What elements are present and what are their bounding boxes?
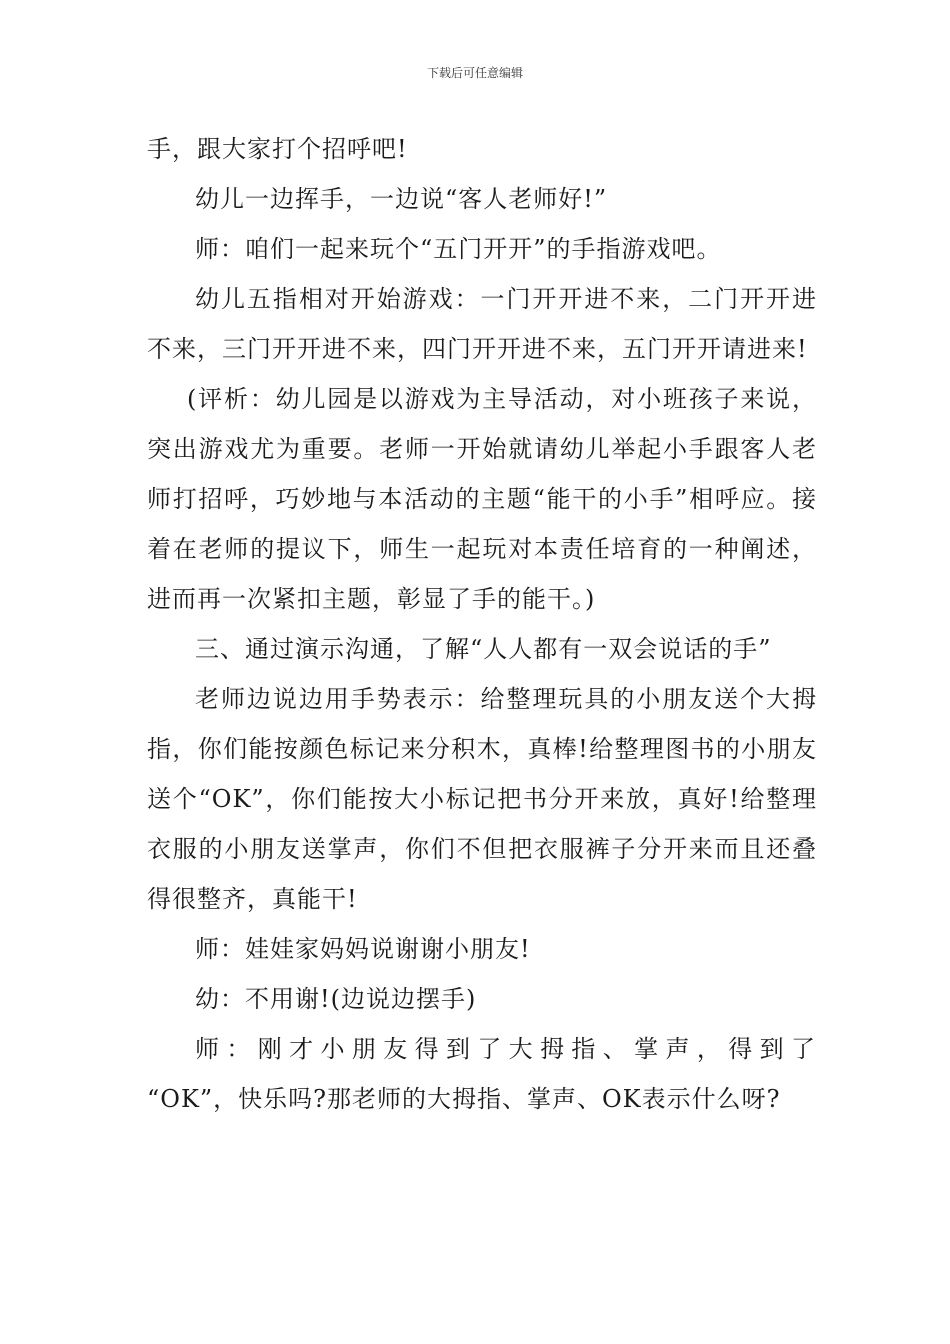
paragraph-teacher-question-line2: “OK”，快乐吗?那老师的大拇指、掌声、OK表示什么呀? [147,1085,781,1113]
paragraph-commentary: (评析：幼儿园是以游戏为主导活动，对小班孩子来说，突出游戏尤为重要。老师一开始就请幼儿举起小手跟客人老师打招呼，巧妙地与本活动的主题“能干的小手”相呼应。接着在老师的提议下，师生一起玩对本责任培育的一种阐述，进而再一次紧扣主题，彰显了手的能干。) [147,385,817,613]
paragraph-teacher-game: 师：咱们一起来玩个“五门开开”的手指游戏吧。 [195,235,722,263]
document-body [147,124,817,1124]
paragraph-teacher-question-line1: 师：刚才小朋友得到了大拇指、掌声，得到了 [195,1035,817,1063]
section-heading-three: 三、通过演示沟通，了解“人人都有一双会说话的手” [195,635,772,663]
paragraph-teacher-gestures: 老师边说边用手势表示：给整理玩具的小朋友送个大拇指，你们能按颜色标记来分积木，真棒!给整理图书的小朋友送个“OK”，你们能按大小标记把书分开来放，真好!给整理衣服的小朋友送掌声，你们不但把衣服裤子分开来而且还叠得很整齐，真能干! [147,685,817,913]
page-header: 下载后可任意编辑 [426,66,523,80]
paragraph-teacher-thanks: 师：娃娃家妈妈说谢谢小朋友! [195,935,531,963]
paragraph-children-wave: 幼儿一边挥手，一边说“客人老师好!” [195,185,608,213]
paragraph-greeting-continuation: 手，跟大家打个招呼吧! [147,135,408,163]
paragraph-child-reply: 幼：不用谢!(边说边摆手) [195,985,477,1013]
paragraph-finger-game: 幼儿五指相对开始游戏：一门开开进不来，二门开开进不来，三门开开进不来，四门开开进不来，五门开开请进来! [147,285,817,363]
